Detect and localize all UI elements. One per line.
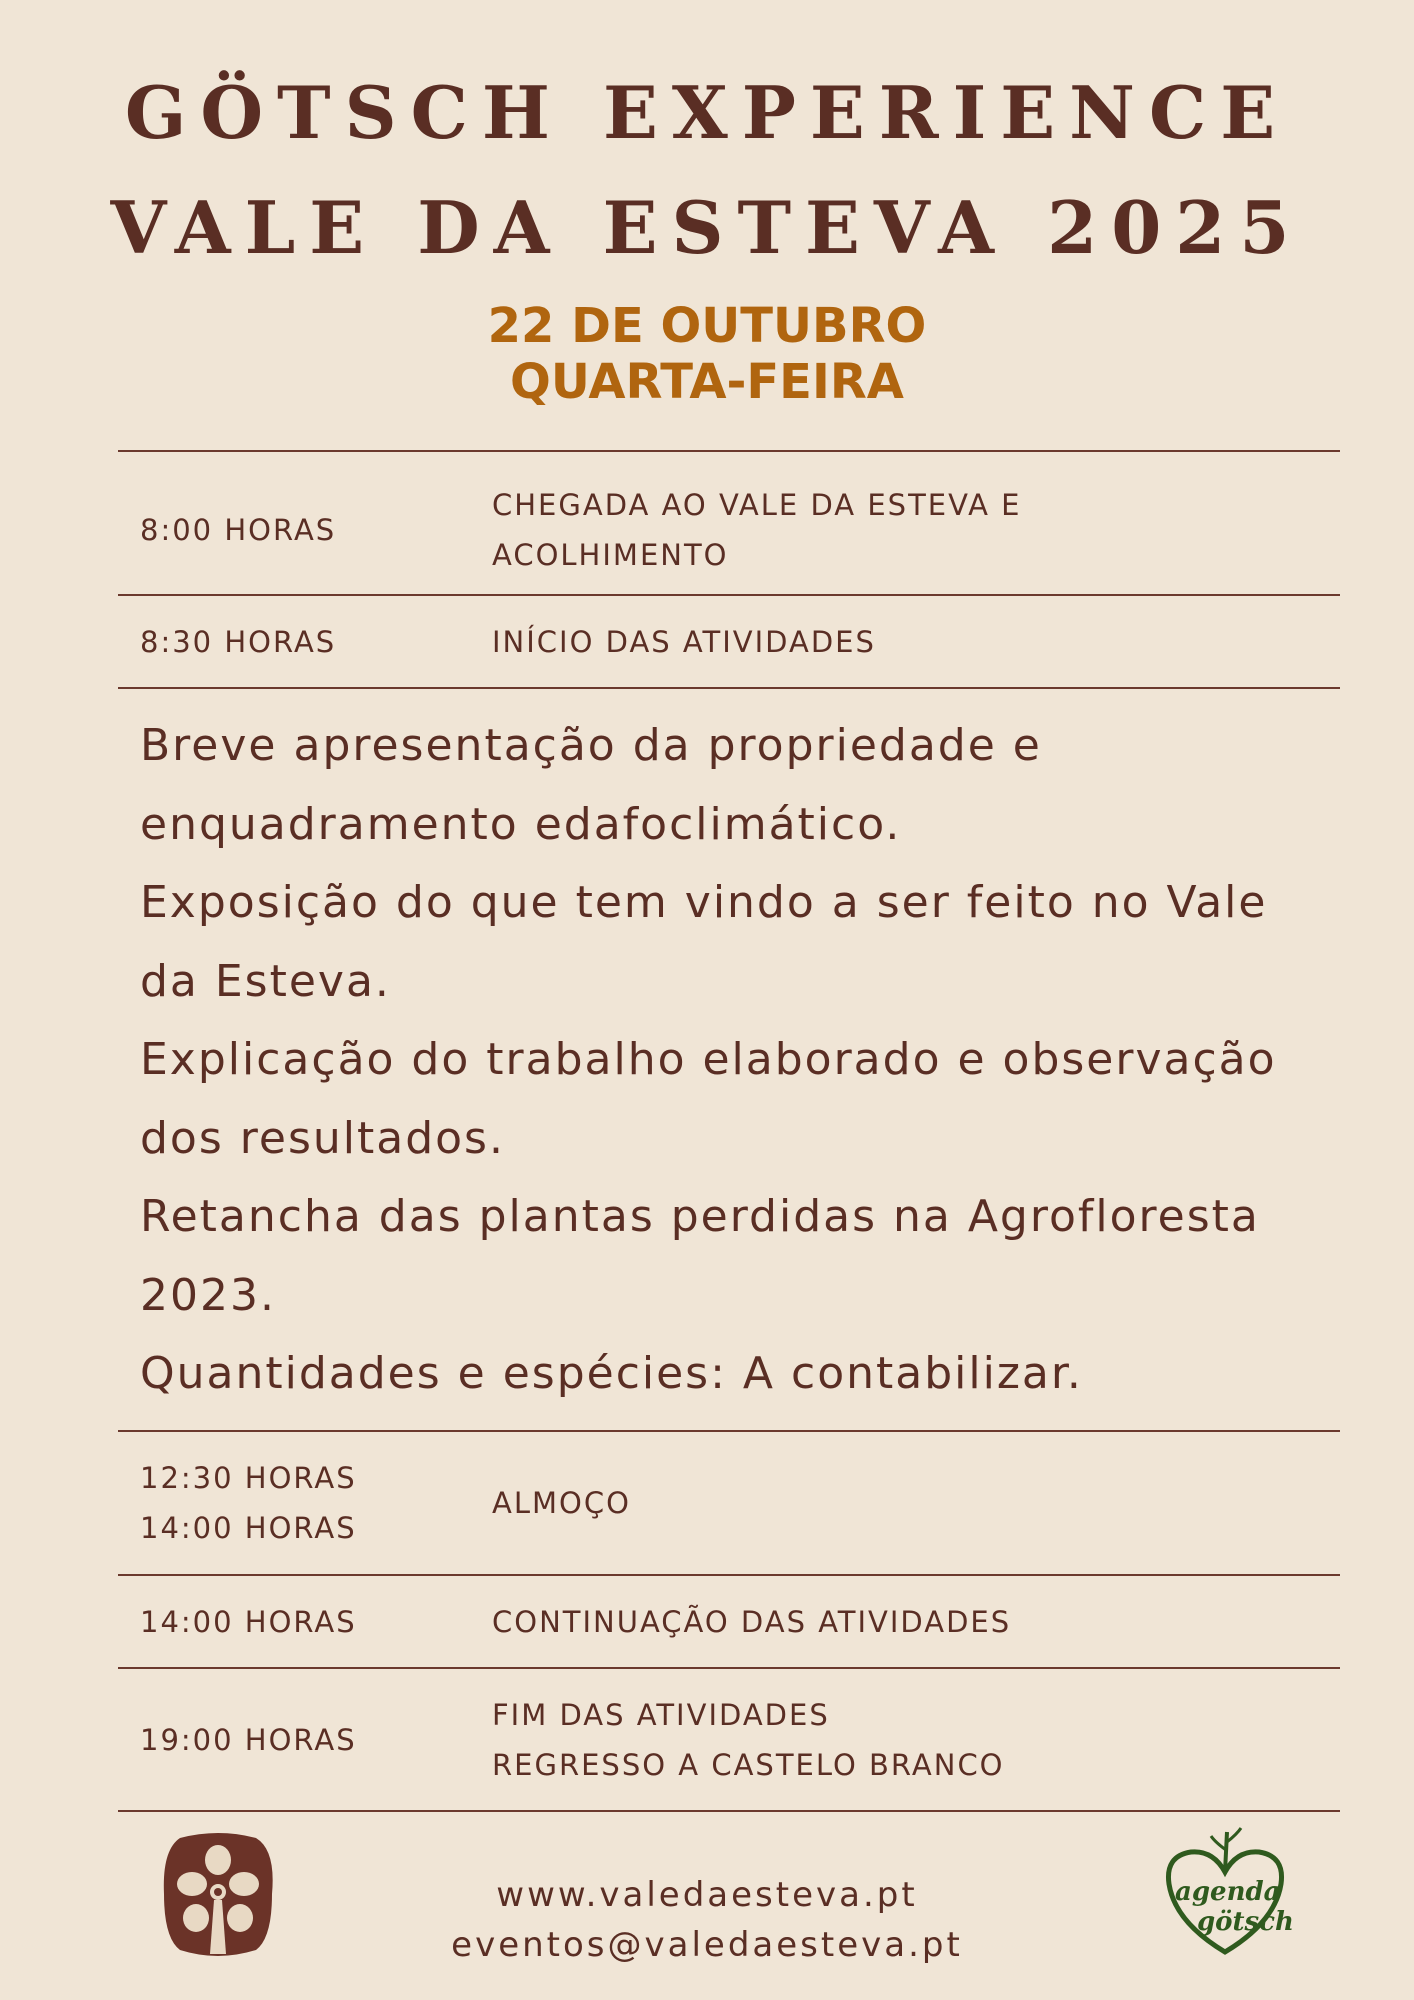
description-line: Explicação do trabalho elaborado e observação	[140, 1034, 1277, 1085]
divider	[118, 687, 1340, 689]
description-line: enquadramento edafoclimático.	[140, 798, 902, 850]
svg-text:agenda: agenda	[1175, 1877, 1281, 1907]
schedule-activity	[492, 480, 1340, 580]
svg-text:götsch: götsch	[1197, 1907, 1294, 1937]
email-link[interactable]: eventos@valedaesteva.pt	[451, 1925, 963, 1965]
description-line: Breve apresentação da propriedade e	[140, 720, 1042, 771]
schedule-activity: ALMOÇO	[492, 1486, 631, 1520]
event-date: 22 DE OUTUBRO	[487, 298, 927, 354]
schedule-row	[118, 1432, 1340, 1574]
schedule-row	[118, 596, 1340, 688]
activity-description	[140, 707, 1320, 1414]
activity-line: FIM DAS ATIVIDADES	[492, 1698, 830, 1732]
schedule-time	[118, 1453, 492, 1553]
time-line: 14:00 HORAS	[140, 1511, 357, 1545]
description-line: Exposição do que tem vindo a ser feito no Vale	[140, 877, 1268, 928]
description-line: Retancha das plantas perdidas na Agrofloresta	[140, 1191, 1260, 1242]
schedule-time: 14:00 HORAS	[140, 1605, 357, 1639]
schedule-time: 8:00 HORAS	[140, 513, 337, 547]
activity-line: ACOLHIMENTO	[492, 538, 729, 572]
schedule-row	[118, 1576, 1340, 1668]
schedule-row	[118, 466, 1340, 594]
divider	[118, 1810, 1340, 1812]
divider	[118, 450, 1340, 452]
website-link[interactable]: www.valedaesteva.pt	[496, 1875, 918, 1915]
agenda-gotsch-logo	[1155, 1822, 1295, 1962]
schedule-row	[118, 1669, 1340, 1811]
description-line: dos resultados.	[140, 1112, 505, 1164]
event-weekday: QUARTA-FEIRA	[510, 354, 904, 410]
activity-line: REGRESSO A CASTELO BRANCO	[492, 1748, 1005, 1782]
schedule-activity: CONTINUAÇÃO DAS ATIVIDADES	[492, 1605, 1012, 1639]
title-line-1: GÖTSCH EXPERIENCE	[124, 70, 1290, 155]
title-line-2: VALE DA ESTEVA 2025	[110, 185, 1304, 270]
description-line: Quantidades e espécies: A contabilizar.	[140, 1348, 1083, 1399]
schedule-activity: INÍCIO DAS ATIVIDADES	[492, 625, 876, 659]
schedule-time: 19:00 HORAS	[140, 1723, 357, 1757]
activity-line: CHEGADA AO VALE DA ESTEVA E	[492, 488, 1022, 522]
schedule-time: 8:30 HORAS	[140, 625, 337, 659]
description-line: 2023.	[140, 1269, 276, 1321]
description-line: da Esteva.	[140, 955, 391, 1007]
time-line: 12:30 HORAS	[140, 1461, 357, 1495]
schedule-activity	[492, 1690, 1340, 1790]
